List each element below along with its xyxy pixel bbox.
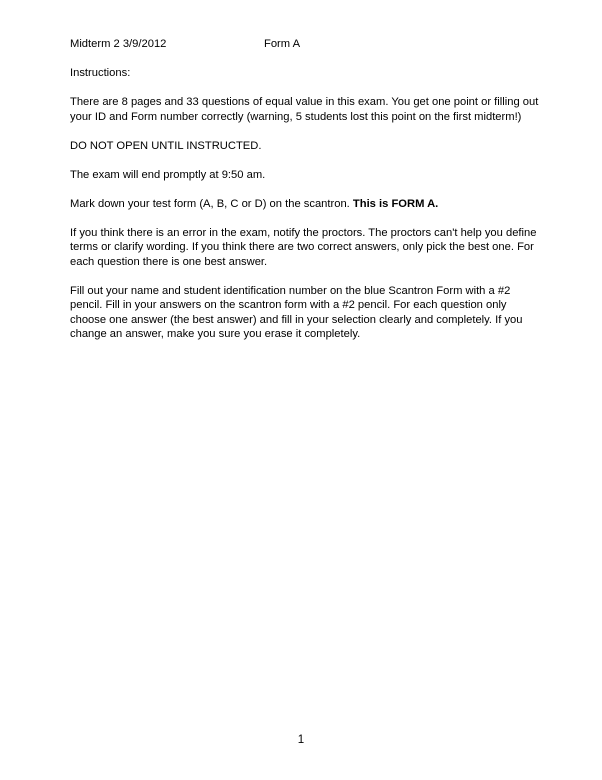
- form-label: Form A: [264, 38, 301, 50]
- page-number: 1: [297, 734, 305, 746]
- test-form-notice: [70, 197, 540, 212]
- page-header: [70, 37, 530, 52]
- errors-paragraph: If you think there is an error in the exam, notify the proctors. The proctors can't help you define terms or clarify wording. If you think there are two correct answers, only pick the best one. For each question there is one best answer.: [70, 226, 537, 268]
- exam-overview-paragraph: There are 8 pages and 33 questions of equal value in this exam. You get one point or filling out your ID and Form number correctly (warning, 5 students lost this point on the first midterm!): [70, 96, 539, 123]
- instructions-section: [70, 66, 540, 356]
- scantron-paragraph: Fill out your name and student identification number on the blue Scantron Form with a #2 pencil. Fill in your answers on the scantron form with a #2 pencil. For each question only choose one answer (the best answer) and fill in your selection clearly and completely. If you change an answer, make you sure you erase it completely.: [70, 284, 523, 340]
- end-time-notice: The exam will end promptly at 9:50 am.: [70, 168, 266, 181]
- test-form-instruction: Mark down your test form (A, B, C or D) on the scantron.: [70, 197, 353, 210]
- form-identifier: This is FORM A.: [352, 197, 439, 210]
- exam-title: Midterm 2 3/9/2012: [70, 38, 167, 50]
- do-not-open-notice: DO NOT OPEN UNTIL INSTRUCTED.: [70, 139, 262, 152]
- instructions-heading: Instructions:: [70, 67, 131, 79]
